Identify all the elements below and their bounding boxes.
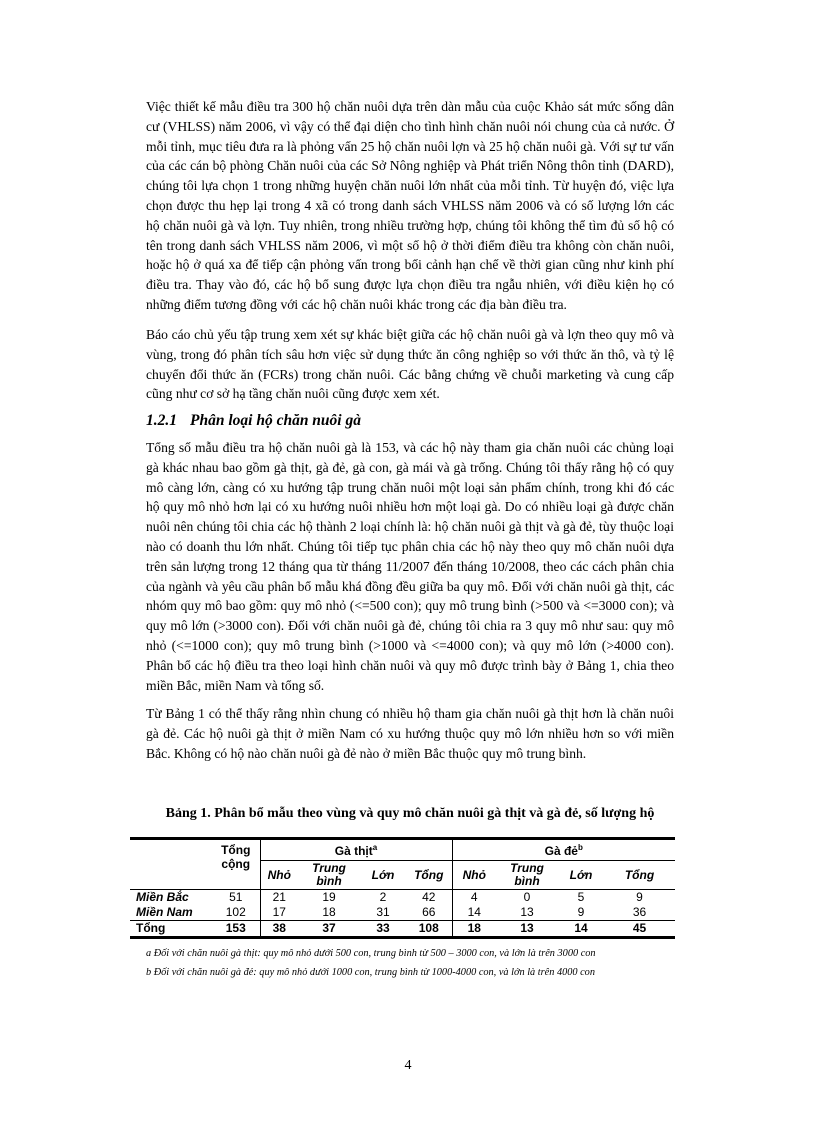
page-number: 4 xyxy=(404,1058,412,1073)
table-cell: 31 xyxy=(376,905,390,919)
table-cell: 18 xyxy=(322,905,336,919)
table-cell: 45 xyxy=(604,921,675,938)
subheader-egg-small: Nhỏ xyxy=(452,861,496,890)
header-group-egg-label: Gà đẻ xyxy=(544,844,578,858)
table-cell: 5 xyxy=(577,890,585,904)
row-label: Miền Nam xyxy=(136,905,193,919)
header-total-all: Tổng cộng xyxy=(212,839,260,890)
table-row xyxy=(130,890,675,906)
table-cell: 9 xyxy=(636,890,643,904)
paragraph-report-focus: Báo cáo chủ yếu tập trung xem xét sự khác biệt giữa các hộ chăn nuôi gà và lợn theo quy mô và vùng, trong đó phân tích sâu hơn việc sử dụng thức ăn công nghiệp so với thức ăn thô, và tỷ lệ chuyển đổi thức ăn (FCRs) trong chăn nuôi. Các bằng chứng về chuỗi marketing và cung cấp cũng như cơ sở hạ tầng chăn nuôi cũng được xem xét. xyxy=(146,327,674,402)
table-footnotes xyxy=(146,946,676,983)
header-group-egg xyxy=(452,839,675,861)
footnote-b: b Đối với chăn nuôi gà đẻ: quy mô nhỏ dưới 1000 con, trung bình từ 1000-4000 con, và lớn là trên 4000 con xyxy=(146,966,595,978)
row-label: Miền Bắc xyxy=(136,890,189,904)
paragraph-table-summary: Từ Bảng 1 có thể thấy rằng nhìn chung có nhiều hộ tham gia chăn nuôi gà thịt hơn là chăn nuôi gà đẻ. Các hộ nuôi gà thịt ở miền Nam có xu hướng thuộc quy mô lớn nhiều hơn so với miền Bắc. Không có hộ nào chăn nuôi gà đẻ nào ở miền Bắc thuộc quy mô trung bình. xyxy=(146,706,674,761)
table-cell: 38 xyxy=(260,921,298,938)
table-cell: 37 xyxy=(298,921,360,938)
subheader-meat-medium: Trung bình xyxy=(312,861,346,888)
table-row-total xyxy=(130,921,675,938)
table-cell: 36 xyxy=(632,905,647,919)
subheader-meat-small: Nhỏ xyxy=(260,861,298,890)
table-cell: 66 xyxy=(422,905,436,919)
footnote-mark-a: a xyxy=(372,843,378,852)
table-cell: 42 xyxy=(422,890,436,904)
section-title: Phân loại hộ chăn nuôi gà xyxy=(190,412,361,429)
table-cell: 51 xyxy=(229,890,243,904)
paragraph-household-classification: Tổng số mẫu điều tra hộ chăn nuôi gà là 153, và các hộ này tham gia chăn nuôi các chủng loại gà khác nhau bao gồm gà thịt, gà đẻ, gà con, gà mái và gà trống. Chúng tôi thấy rằng hộ có quy mô càng lớn, càng có xu hướng tập trung chăn nuôi một loại sản phẩm chính, trong khi đó các hộ quy mô nhỏ hơn lại có xu hướng nuôi nhiều hơn một loại gà. Do có nhiều loại gà được chăn nuôi nên chúng tôi chia các hộ thành 2 loại chính là: hộ chăn nuôi gà thịt và gà đẻ, tùy thuộc loại nào có doanh thu lớn nhất. Chúng tôi tiếp tục phân chia các hộ này theo quy mô chăn nuôi dựa trên sản lượng trong 12 tháng qua từ tháng 11/2007 đến tháng 10/2008, theo các cách phân chia của ngành và yêu cầu phân bổ mẫu khá đồng đều giữa ba quy mô. Đối với chăn nuôi gà thịt, các nhóm quy mô bao gồm: quy mô nhỏ (<=500 con); quy mô trung bình (>500 và <=3000 con); và quy mô lớn (>3000 con). Đối với chăn nuôi gà đẻ, chúng tôi chia ra 3 quy mô như sau: quy mô nhỏ (<=1000 con); quy mô trung bình (>1000 và <=4000 con); và quy mô lớn (>4000 con). Phân bổ các hộ điều tra theo loại hình chăn nuôi và quy mô được trình bày ở Bảng 1, chia theo miền Bắc, miền Nam và tổng số. xyxy=(146,440,674,693)
subheader-meat-large: Lớn xyxy=(371,867,395,882)
table-caption: Bảng 1. Phân bổ mẫu theo vùng và quy mô chăn nuôi gà thịt và gà đẻ, số lượng hộ xyxy=(165,806,655,821)
subheader-meat-total: Tổng xyxy=(414,867,444,882)
footnote-a: a Đối với chăn nuôi gà thịt: quy mô nhỏ dưới 500 con, trung bình từ 500 – 3000 con, và lớn là trên 3000 con xyxy=(146,948,596,959)
table-cell: 9 xyxy=(577,905,585,919)
paragraph-sampling-design: Việc thiết kế mẫu điều tra 300 hộ chăn nuôi dựa trên dàn mẫu của cuộc Khảo sát mức sống dân cư (VHLSS) năm 2006, vì vậy có thể đại diện cho tình hình chăn nuôi nói chung của cả nước. Ở mỗi tỉnh, mục tiêu đưa ra là phỏng vấn 25 hộ chăn nuôi lợn và 25 hộ chăn nuôi gà. Với sự tư vấn của các cán bộ phòng Chăn nuôi của các Sở Nông nghiệp và Phát triển Nông thôn tỉnh (DARD), chúng tôi lựa chọn 1 trong những huyện chăn nuôi lớn nhất của mỗi tỉnh. Từ huyện đó, việc lựa chọn được thu hẹp lại trong 4 xã có trong danh sách VHLSS năm 2006 và có số lượng lớn các hộ chăn nuôi gà và lợn. Tuy nhiên, trong nhiều trường hợp, chúng tôi không thể tìm đủ số hộ có tên trong danh sách VHLSS năm 2006, vì một số hộ ở thời điểm điều tra không còn chăn nuôi, hoặc hộ ở quá xa để tiếp cận phỏng vấn trong bối cảnh hạn chế về thời gian cũng như kinh phí điều tra. Thay vào đó, các hộ bổ sung được lựa chọn điều tra ngẫu nhiên, với điều kiện họ có những điểm tương đồng với các hộ chăn nuôi khác trong các địa bàn điều tra. xyxy=(146,99,674,312)
table-corner-cell-2 xyxy=(130,861,212,890)
table-cell: 14 xyxy=(452,905,496,921)
table-cell: 17 xyxy=(260,905,298,921)
table-cell: 13 xyxy=(520,905,534,919)
table-cell: 102 xyxy=(225,905,246,919)
table-cell: 108 xyxy=(406,921,452,938)
table-cell: 0 xyxy=(523,890,531,904)
table-cell: 18 xyxy=(452,921,496,938)
subheader-egg-total: Tổng xyxy=(624,867,655,882)
subheader-egg-large: Lớn xyxy=(569,867,593,882)
row-label: Tổng xyxy=(130,921,212,938)
section-number: 1.2.1 xyxy=(146,412,177,429)
table-cell: 13 xyxy=(496,921,558,938)
table-cell: 33 xyxy=(360,921,406,938)
sample-distribution-table xyxy=(130,837,675,939)
table-cell: 19 xyxy=(322,890,336,904)
table-cell: 4 xyxy=(452,890,496,906)
header-group-meat-label: Gà thịt xyxy=(334,844,373,858)
footnote-mark-b: b xyxy=(577,843,583,852)
section-heading xyxy=(146,412,361,430)
table-cell: 2 xyxy=(379,890,387,904)
table-cell: 153 xyxy=(212,921,260,938)
table-row xyxy=(130,905,675,921)
header-group-meat xyxy=(260,839,452,861)
table-cell: 21 xyxy=(260,890,298,906)
table-corner-cell xyxy=(130,839,212,861)
table-cell: 14 xyxy=(558,921,604,938)
subheader-egg-medium: Trung bình xyxy=(510,861,544,888)
